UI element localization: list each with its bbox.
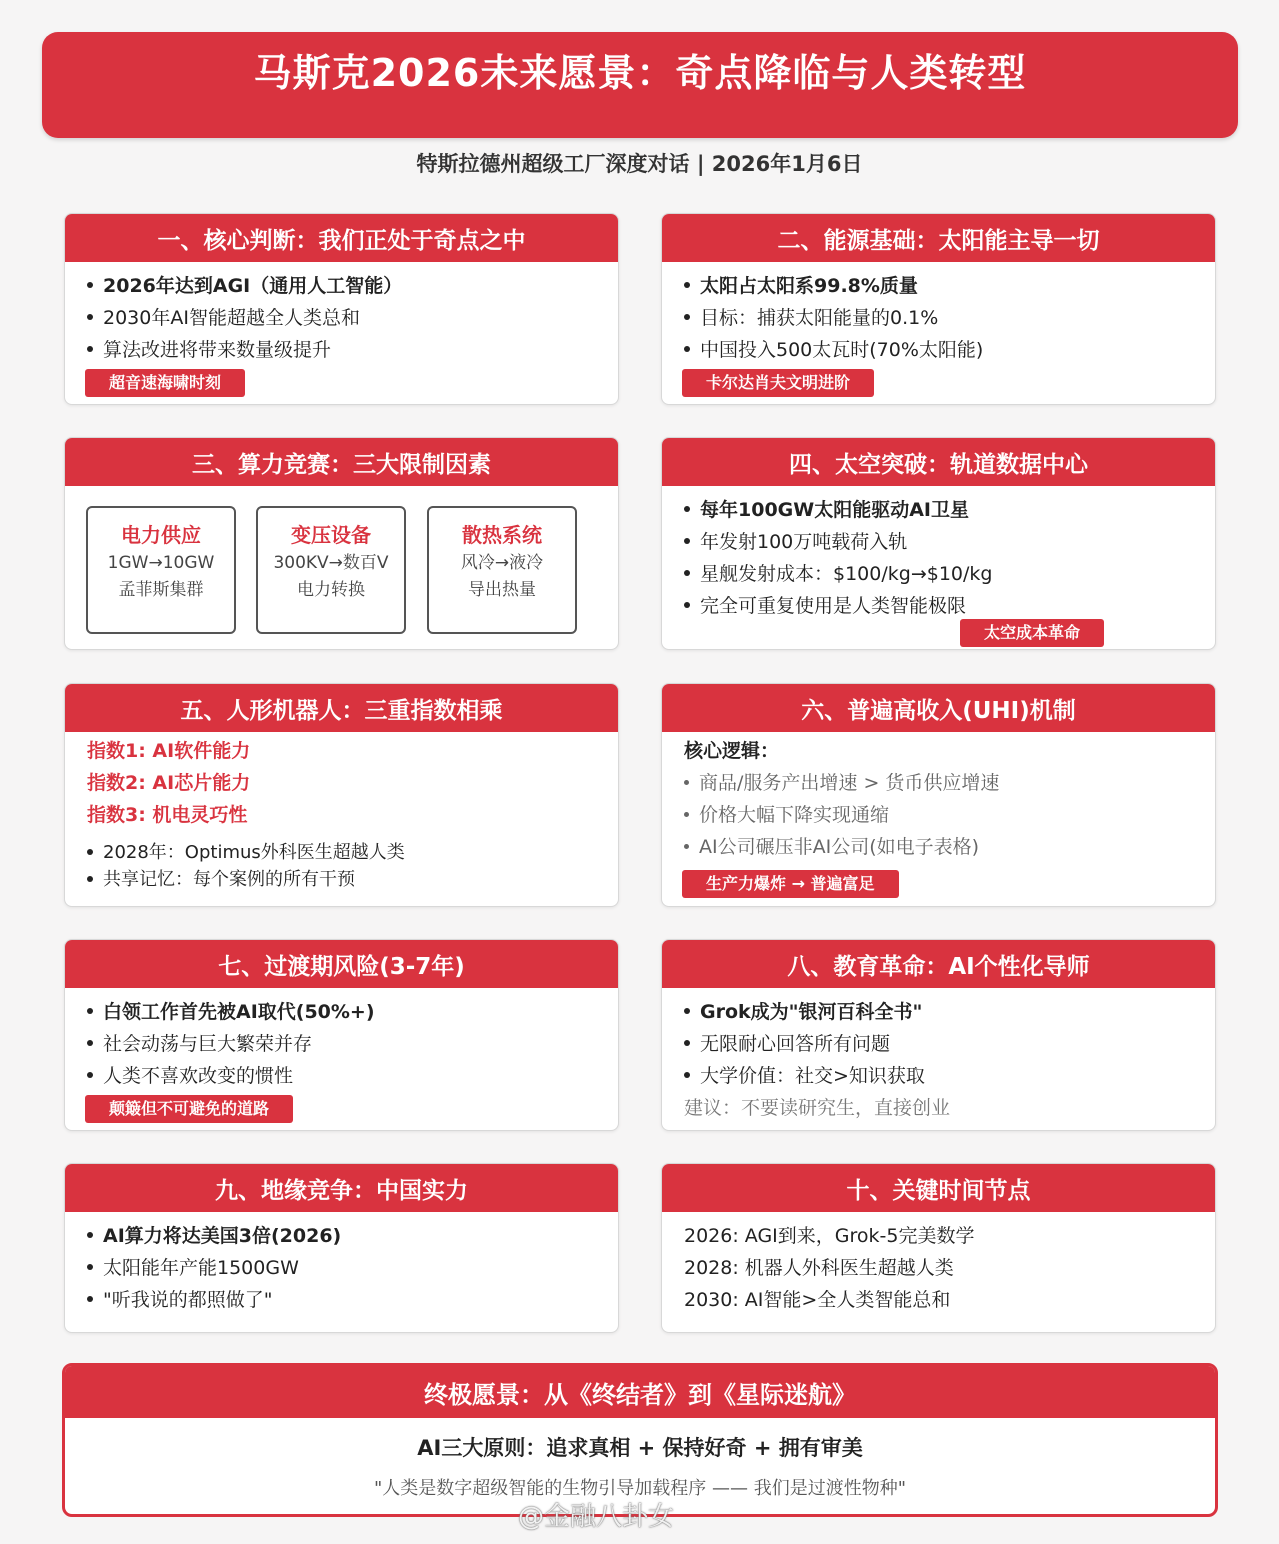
- card-space: [661, 437, 1216, 650]
- list-item: Grok成为"银河百科全书": [684, 996, 1193, 1028]
- limit-box-cooling: 散热系统 风冷→液冷 导出热量: [427, 506, 577, 634]
- title-banner: [42, 32, 1238, 138]
- list-item: 2026年达到AGI（通用人工智能）: [87, 270, 596, 302]
- list-item: 年发射100万吨载荷入轨: [684, 526, 1193, 558]
- card-title: 四、太空突破：轨道数据中心: [662, 438, 1215, 486]
- card-title: 一、核心判断：我们正处于奇点之中: [65, 214, 618, 262]
- card-tag: 生产力爆炸 → 普遍富足: [682, 870, 899, 898]
- limit-box-power: 电力供应 1GW→10GW 孟菲斯集群: [86, 506, 236, 634]
- card-title: 三、算力竞赛：三大限制因素: [65, 438, 618, 486]
- list-item: 太阳占太阳系99.8%质量: [684, 270, 1193, 302]
- limit-box-transformer: 变压设备 300KV→数百V 电力转换: [256, 506, 406, 634]
- logic-label: 核心逻辑：: [684, 740, 780, 762]
- index-item: 指数2: AI芯片能力: [87, 772, 251, 794]
- ai-principles: AI三大原则：追求真相 + 保持好奇 + 拥有审美: [417, 1436, 863, 1460]
- card-core-judgment: [64, 213, 619, 405]
- card-title: 八、教育革命：AI个性化导师: [662, 940, 1215, 988]
- watermark: @金融八卦女: [518, 1502, 675, 1532]
- list-item: 大学价值：社交>知识获取: [684, 1060, 1193, 1092]
- index-item: 指数3: 机电灵巧性: [87, 804, 248, 826]
- list-item: 白领工作首先被AI取代(50%+): [87, 996, 596, 1028]
- list-item: 商品/服务产出增速 > 货币供应增速: [684, 767, 1193, 799]
- list-item: 完全可重复使用是人类智能极限: [684, 590, 1193, 622]
- list-item: 太阳能年产能1500GW: [87, 1252, 596, 1284]
- card-timeline: [661, 1163, 1216, 1333]
- timeline-item: 2028: 机器人外科医生超越人类: [684, 1257, 954, 1279]
- page-subtitle: 特斯拉德州超级工厂深度对话 | 2026年1月6日: [416, 152, 863, 176]
- card-tag: 超音速海啸时刻: [85, 369, 245, 397]
- card-compute-race: [64, 437, 619, 650]
- card-tag: 颠簸但不可避免的道路: [85, 1095, 293, 1123]
- list-item: 2030年AI智能超越全人类总和: [87, 302, 596, 334]
- list-item: AI算力将达美国3倍(2026): [87, 1220, 596, 1252]
- list-item: 中国投入500太瓦时(70%太阳能): [684, 334, 1193, 366]
- card-uhi: [661, 683, 1216, 907]
- final-vision-panel: [62, 1363, 1218, 1517]
- final-quote: "人类是数字超级智能的生物引导加载程序 —— 我们是过渡性物种": [374, 1478, 906, 1499]
- list-item: 无限耐心回答所有问题: [684, 1028, 1193, 1060]
- timeline-item: 2030: AI智能>全人类智能总和: [684, 1289, 951, 1311]
- card-tag: 太空成本革命: [960, 619, 1104, 647]
- list-item: 社会动荡与巨大繁荣并存: [87, 1028, 596, 1060]
- list-item: "听我说的都照做了": [87, 1284, 596, 1316]
- list-item: 算法改进将带来数量级提升: [87, 334, 596, 366]
- card-humanoid: [64, 683, 619, 907]
- timeline-item: 2026: AGI到来，Grok-5完美数学: [684, 1225, 975, 1247]
- card-title: 十、关键时间节点: [662, 1164, 1215, 1212]
- index-item: 指数1: AI软件能力: [87, 740, 251, 762]
- list-item: 共享记忆：每个案例的所有干预: [87, 866, 596, 893]
- list-item: 每年100GW太阳能驱动AI卫星: [684, 494, 1193, 526]
- card-energy: [661, 213, 1216, 405]
- list-item: 目标：捕获太阳能量的0.1%: [684, 302, 1193, 334]
- card-title: 六、普遍高收入(UHI)机制: [662, 684, 1215, 732]
- card-title: 二、能源基础：太阳能主导一切: [662, 214, 1215, 262]
- list-item: AI公司碾压非AI公司(如电子表格): [684, 831, 1193, 863]
- card-education: [661, 939, 1216, 1131]
- list-item: 星舰发射成本：$100/kg→$10/kg: [684, 558, 1193, 590]
- final-title: 终极愿景：从《终结者》到《星际迷航》: [65, 1366, 1215, 1418]
- advice-note: 建议：不要读研究生，直接创业: [684, 1097, 951, 1119]
- card-title: 五、人形机器人：三重指数相乘: [65, 684, 618, 732]
- list-item: 人类不喜欢改变的惯性: [87, 1060, 596, 1092]
- card-tag: 卡尔达肖夫文明进阶: [682, 369, 874, 397]
- list-item: 2028年：Optimus外科医生超越人类: [87, 839, 596, 866]
- page-title: 马斯克2026未来愿景：奇点降临与人类转型: [253, 50, 1027, 95]
- card-title: 九、地缘竞争：中国实力: [65, 1164, 618, 1212]
- card-transition-risk: [64, 939, 619, 1131]
- card-geopolitics: [64, 1163, 619, 1333]
- card-title: 七、过渡期风险(3-7年): [65, 940, 618, 988]
- list-item: 价格大幅下降实现通缩: [684, 799, 1193, 831]
